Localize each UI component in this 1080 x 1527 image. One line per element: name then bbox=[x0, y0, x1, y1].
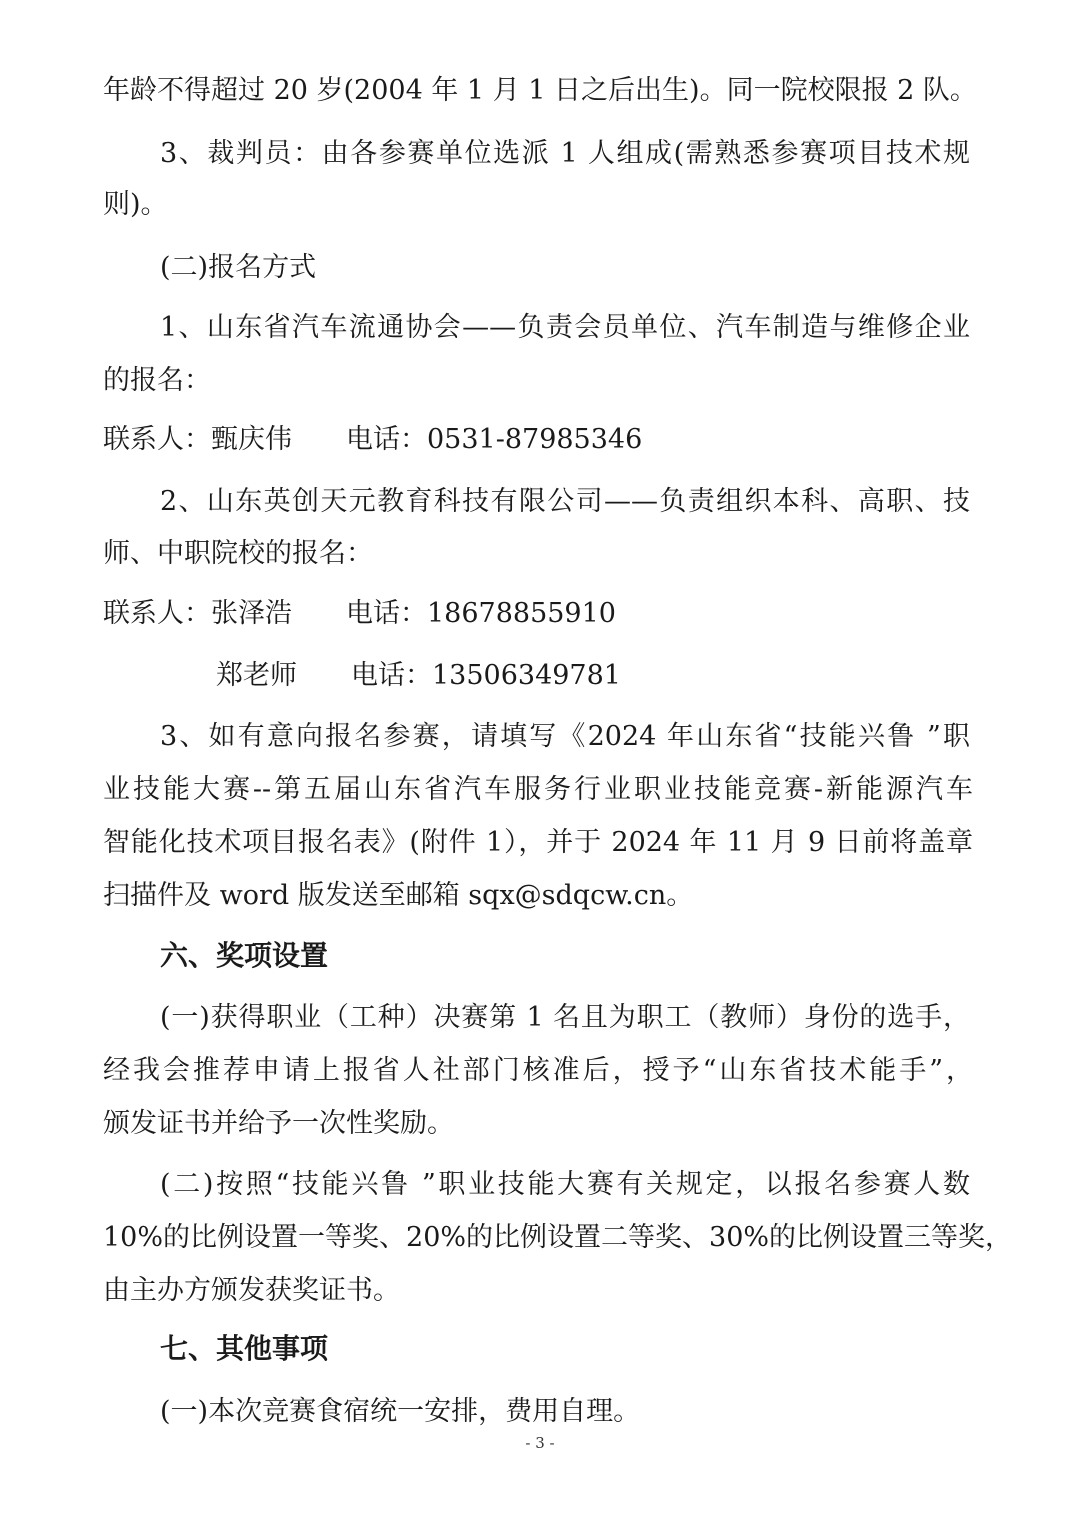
text-line-contact-1: 联系人：甄庆伟 电话：0531-87985346 bbox=[103, 424, 643, 455]
text-line-referee-cont: 则)。 bbox=[103, 189, 168, 220]
text-line-accommodation: (一)本次竞赛食宿统一安排，费用自理。 bbox=[160, 1396, 641, 1427]
text-line-award-2: (二)按照“技能兴鲁 ”职业技能大赛有关规定，以报名参赛人数 bbox=[160, 1169, 970, 1200]
text-line-registration-method: (二)报名方式 bbox=[160, 252, 317, 283]
text-line-form-instructions-cont-2: 智能化技术项目报名表》(附件 1），并于 2024 年 11 月 9 日前将盖章 bbox=[103, 827, 973, 858]
text-line-age-limit: 年龄不得超过 20 岁(2004 年 1 月 1 日之后出生)。同一院校限报 2 队。 bbox=[103, 75, 977, 106]
section-heading-awards: 六、奖项设置 bbox=[160, 939, 329, 972]
text-line-award-2-cont-2: 由主办方颁发获奖证书。 bbox=[103, 1275, 400, 1306]
text-line-education-company: 2、山东英创天元教育科技有限公司——负责组织本科、高职、技 bbox=[160, 486, 970, 517]
text-line-form-instructions-cont-3: 扫描件及 word 版发送至邮箱 sqx@sdqcw.cn。 bbox=[103, 880, 694, 911]
text-line-award-1-cont-2: 颁发证书并给予一次性奖励。 bbox=[103, 1108, 454, 1139]
text-line-award-2-cont-1: 10%的比例设置一等奖、20%的比例设置二等奖、30%的比例设置三等奖， bbox=[103, 1222, 1013, 1253]
text-line-form-instructions: 3、如有意向报名参赛，请填写《2024 年山东省“技能兴鲁 ”职 bbox=[160, 721, 970, 752]
text-line-referee: 3、裁判员：由各参赛单位选派 1 人组成(需熟悉参赛项目技术规 bbox=[160, 138, 970, 169]
page-number: - 3 - bbox=[525, 1434, 555, 1452]
text-line-award-1-cont-1: 经我会推荐申请上报省人社部门核准后，授予“山东省技术能手”， bbox=[103, 1055, 973, 1086]
text-line-association-cont: 的报名： bbox=[103, 365, 211, 396]
text-line-association: 1、山东省汽车流通协会——负责会员单位、汽车制造与维修企业 bbox=[160, 312, 970, 343]
text-line-contact-3: 郑老师 电话：13506349781 bbox=[216, 660, 621, 691]
text-line-contact-2: 联系人：张泽浩 电话：18678855910 bbox=[103, 598, 616, 629]
text-line-award-1: (一)获得职业（工种）决赛第 1 名且为职工（教师）身份的选手， bbox=[160, 1002, 970, 1033]
text-line-form-instructions-cont-1: 业技能大赛--第五届山东省汽车服务行业职业技能竞赛-新能源汽车 bbox=[103, 774, 973, 805]
section-heading-other-matters: 七、其他事项 bbox=[160, 1332, 329, 1365]
text-line-education-company-cont: 师、中职院校的报名： bbox=[103, 538, 373, 569]
